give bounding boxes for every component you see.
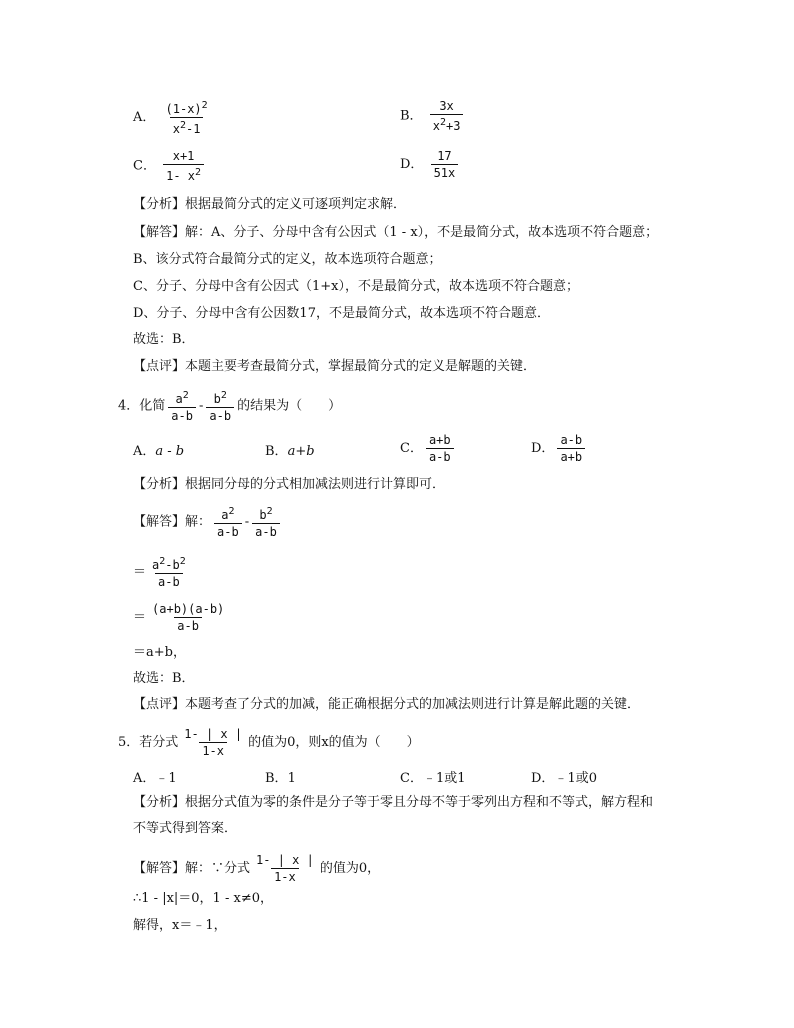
answer-suffix: 的值为0， bbox=[319, 861, 381, 876]
exponent: 2 bbox=[195, 167, 202, 178]
denominator: a-b bbox=[214, 523, 242, 540]
q5-option-d bbox=[531, 767, 597, 786]
numerator-b: -b bbox=[165, 558, 180, 572]
q4-answer-fraction-2 bbox=[252, 504, 280, 540]
comment-text: 本题考查了分式的加减，能正确根据分式的加减法则进行计算是解此题的关键． bbox=[185, 697, 641, 712]
q4-option-c bbox=[400, 432, 457, 465]
option-text: 1 bbox=[287, 771, 296, 786]
answer-text: 解：A、分子、分母中含有公因式（1 - x），不是最简分式，故本选项不符合题意； bbox=[185, 225, 659, 240]
q3-answer-line-4: D、分子、分母中含有公因数17，不是最简分式，故本选项不符合题意． bbox=[133, 306, 550, 321]
option-text: ﹣1 bbox=[155, 771, 177, 786]
q4-option-d bbox=[531, 432, 588, 465]
denominator: x bbox=[172, 122, 180, 136]
denominator: 51x bbox=[433, 166, 456, 180]
q3-answer-line-2: B、该分式符合最简分式的定义，故本选项符合题意； bbox=[133, 252, 442, 267]
q4-choose: 故选：B． bbox=[133, 671, 195, 686]
q5-step-2: 解得，x＝﹣1， bbox=[133, 918, 227, 933]
numerator: b bbox=[259, 508, 267, 522]
numerator: x+1 bbox=[172, 149, 195, 163]
numerator: (1-x) bbox=[165, 102, 202, 116]
option-text: a - b bbox=[155, 444, 185, 459]
numerator: 17 bbox=[437, 149, 452, 163]
numerator: 1- | x | bbox=[184, 727, 243, 741]
option-text: ﹣1或1 bbox=[422, 771, 466, 786]
q4-option-a bbox=[133, 440, 184, 459]
minus-sign: - bbox=[244, 514, 250, 530]
q5-analysis bbox=[133, 794, 653, 812]
q4-comment bbox=[133, 696, 640, 714]
q3-option-a-fraction bbox=[163, 98, 211, 137]
q3-option-b bbox=[400, 98, 466, 134]
option-letter: A． bbox=[133, 444, 156, 459]
q3-comment bbox=[133, 358, 536, 376]
denominator: a-b bbox=[426, 448, 454, 465]
q4-fraction-2 bbox=[206, 388, 234, 424]
q5-answer-fraction bbox=[253, 852, 317, 885]
question-prefix: 5．若分式 bbox=[118, 735, 179, 750]
denominator: 1-x bbox=[271, 868, 299, 885]
exponent: 2 bbox=[179, 556, 186, 567]
denominator: 1- x bbox=[166, 169, 195, 183]
numerator: a+b bbox=[428, 433, 451, 447]
q3-option-d bbox=[400, 148, 461, 181]
q3-answer-line-1 bbox=[133, 224, 658, 242]
answer-tag: 【解答】 bbox=[133, 514, 186, 530]
analysis-tag: 【分析】 bbox=[133, 197, 186, 212]
exponent: 2 bbox=[201, 100, 208, 111]
question-suffix: 的结果为（ ） bbox=[237, 398, 342, 414]
exponent: 2 bbox=[439, 117, 446, 128]
denominator: a-b bbox=[174, 617, 202, 634]
numerator: 3x bbox=[439, 99, 454, 113]
exponent: 2 bbox=[266, 506, 273, 517]
denominator: a-b bbox=[252, 523, 280, 540]
equals-sign: ＝ bbox=[133, 564, 147, 580]
exponent: 2 bbox=[220, 390, 227, 401]
q3-option-b-fraction bbox=[430, 98, 464, 134]
q3-option-d-fraction bbox=[431, 148, 459, 181]
option-letter: B． bbox=[265, 771, 288, 786]
q5-analysis-line-2: 不等式得到答案． bbox=[133, 821, 238, 836]
analysis-tag: 【分析】 bbox=[133, 477, 186, 492]
answer-prefix: 解：∵分式 bbox=[185, 861, 251, 876]
q5-answer bbox=[133, 852, 380, 885]
denominator: a-b bbox=[155, 573, 183, 590]
comment-tag: 【点评】 bbox=[133, 359, 186, 374]
q5-option-c bbox=[400, 767, 466, 786]
answer-tag: 【解答】 bbox=[133, 861, 186, 876]
option-letter: B． bbox=[265, 444, 288, 459]
q4-fraction-1 bbox=[168, 388, 196, 424]
denominator-tail: -1 bbox=[186, 122, 201, 136]
q4-option-d-fraction bbox=[557, 432, 585, 465]
exponent: 2 bbox=[159, 556, 166, 567]
option-text: ﹣1或0 bbox=[554, 771, 597, 786]
q4-option-c-fraction bbox=[426, 432, 454, 465]
numerator-a: a bbox=[152, 558, 160, 572]
q5-stem bbox=[118, 726, 420, 759]
analysis-text: 根据同分母的分式相加减法则进行计算即可． bbox=[185, 477, 446, 492]
option-letter: C． bbox=[400, 441, 423, 456]
numerator: b bbox=[213, 392, 221, 406]
q4-analysis bbox=[133, 476, 445, 494]
analysis-text: 根据分式值为零的条件是分子等于零且分母不等于零列出方程和不等式，解方程和 bbox=[185, 795, 654, 810]
answer-prefix: 解： bbox=[185, 514, 212, 530]
q3-option-a bbox=[133, 98, 214, 137]
q5-fraction bbox=[181, 726, 245, 759]
comment-text: 本题主要考查最简分式，掌握最简分式的定义是解题的关键． bbox=[185, 359, 537, 374]
minus-sign: - bbox=[198, 398, 204, 414]
q3-choose: 故选：B． bbox=[133, 332, 195, 347]
q5-option-a bbox=[133, 767, 177, 786]
numerator: 1- | x | bbox=[256, 853, 314, 867]
option-letter: A． bbox=[133, 771, 156, 786]
denominator: 1-x bbox=[199, 742, 227, 759]
q4-answer bbox=[133, 504, 283, 540]
q3-answer-line-3: C、分子、分母中含有公因式（1+x），不是最简分式，故本选项不符合题意； bbox=[133, 279, 579, 294]
q4-option-b bbox=[265, 440, 315, 459]
q4-stem bbox=[118, 388, 341, 424]
q3-option-c-fraction bbox=[163, 148, 204, 184]
denominator: a-b bbox=[206, 407, 234, 424]
option-text: a+b bbox=[287, 444, 315, 459]
q4-step-2 bbox=[133, 601, 230, 634]
q4-step-3: ＝a+b， bbox=[133, 645, 186, 660]
q4-answer-fraction-1 bbox=[214, 504, 242, 540]
q4-step-1 bbox=[133, 554, 192, 590]
analysis-text: 根据最简分式的定义可逐项判定求解． bbox=[185, 197, 407, 212]
denominator: x bbox=[432, 119, 440, 133]
question-suffix: 的值为0，则x的值为（ ） bbox=[248, 735, 420, 750]
q5-step-1: ∴1 - |x|＝0，1 - x≠0， bbox=[133, 891, 273, 906]
option-letter: B． bbox=[400, 108, 423, 124]
q5-option-b bbox=[265, 767, 296, 786]
numerator: (a+b)(a-b) bbox=[152, 602, 225, 616]
exponent: 2 bbox=[182, 390, 189, 401]
option-letter: D． bbox=[531, 441, 555, 456]
analysis-tag: 【分析】 bbox=[133, 795, 186, 810]
numerator: a bbox=[221, 508, 229, 522]
q3-option-c bbox=[133, 148, 207, 184]
denominator: a+b bbox=[557, 448, 585, 465]
option-letter: C． bbox=[133, 158, 156, 174]
option-letter: A． bbox=[133, 110, 156, 125]
comment-tag: 【点评】 bbox=[133, 697, 186, 712]
q4-step-1-fraction bbox=[149, 554, 189, 590]
q3-analysis bbox=[133, 196, 406, 214]
denominator-tail: +3 bbox=[445, 119, 461, 133]
numerator: a bbox=[175, 392, 183, 406]
option-letter: C． bbox=[400, 771, 423, 786]
option-letter: D． bbox=[531, 771, 555, 786]
equals-sign: ＝ bbox=[133, 610, 147, 625]
denominator: a-b bbox=[168, 407, 196, 424]
q4-step-2-fraction bbox=[149, 601, 227, 634]
numerator: a-b bbox=[560, 433, 583, 447]
exponent: 2 bbox=[179, 120, 187, 131]
question-prefix: 4．化简 bbox=[118, 398, 166, 414]
option-letter: D． bbox=[400, 157, 424, 172]
exponent: 2 bbox=[228, 506, 235, 517]
answer-tag: 【解答】 bbox=[133, 225, 186, 240]
